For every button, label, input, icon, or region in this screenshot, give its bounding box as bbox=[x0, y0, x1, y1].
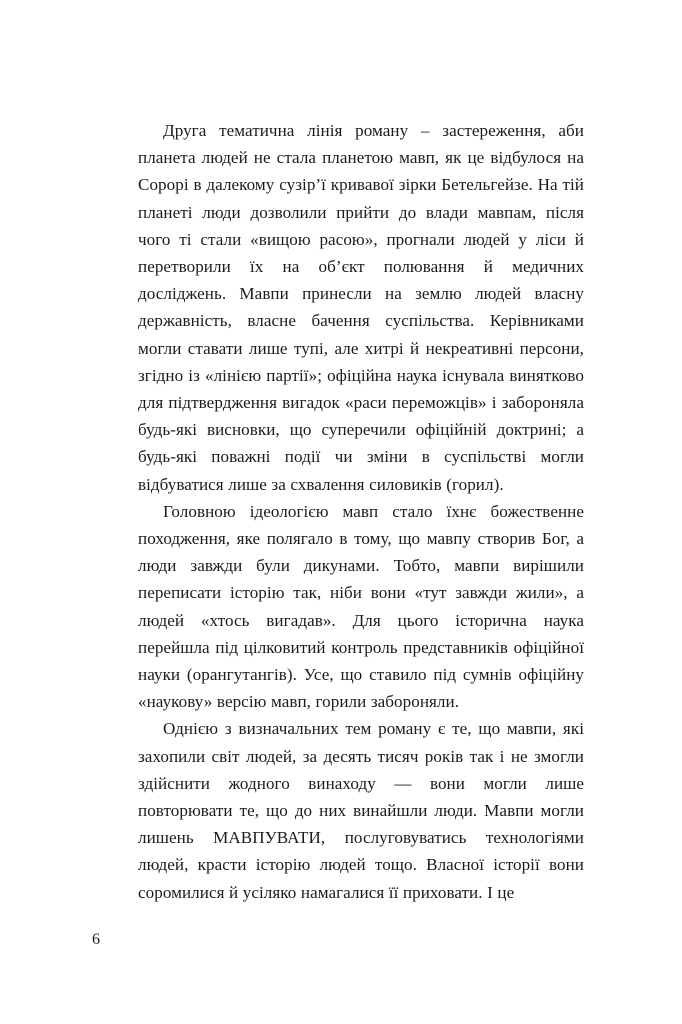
paragraph-2: Головною ідеологією мавп стало їхнє божественне походження, яке полягало в тому, що мавпу створив Бог, а люди завжди були дикунами. Тобто, мавпи вирішили переписати історію так, ніби вони «тут завжди жили», а людей «хтось вигадав». Для цього історична наука перейшла під цілковитий контроль представників офіційної науки (орангутангів). Усе, що ставило під сумнів офіційну «наукову» версію мавп, горили забороняли. bbox=[138, 501, 584, 712]
paragraph-1: Друга тематична лінія роману – застереження, аби планета людей не стала планетою мавп, як це відбулося на Сорорі в далекому сузір’ї кривавої зірки Бетельгейзе. На тій планеті люди дозволили прийти до влади мавпам, після чого ті стали «вищою расою», прогнали людей у ліси й перетворили їх на об’єкт полювання й медичних досліджень. Мавпи принесли на землю людей власну державність, власне бачення суспільства. Керівниками могли ставати лише тупі, але хитрі й некреативні персони, згідно із «лінією партії»; офіційна наука існувала винятково для підтвердження вигадок «раси переможців» і забороняла будь-які висновки, що суперечили офіційній доктрині; а будь-які поважні події чи зміни в суспільстві могли відбуватися лише за схвалення силовиків (горил). bbox=[138, 121, 584, 494]
page-text-block bbox=[138, 117, 584, 906]
paragraph-3: Однією з визначальних тем роману є те, що мавпи, які захопили світ людей, за десять тисяч років так і не змогли здійснити жодного винаходу — вони могли лише повторювати те, що до них винайшли люди. Мавпи могли лишень МАВПУВАТИ, послуговуватись технологіями людей, красти історію людей тощо. Власної історії вони соромилися й усіляко намагалися її приховати. І це bbox=[138, 719, 584, 902]
page-number: 6 bbox=[92, 931, 100, 948]
